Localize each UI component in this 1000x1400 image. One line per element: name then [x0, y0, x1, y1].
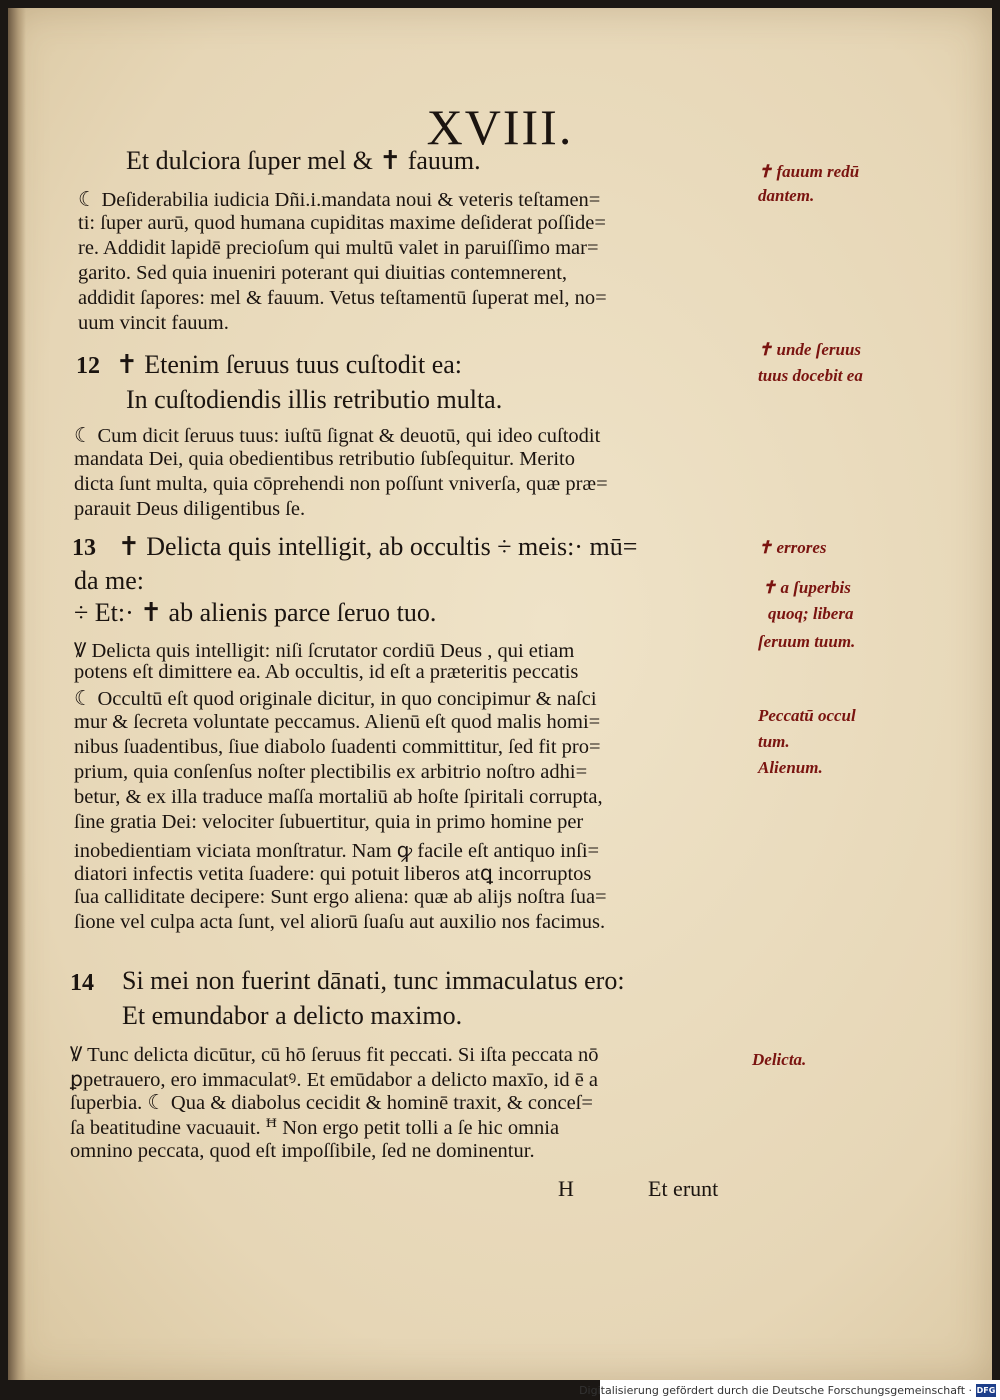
- margin-note: ✝ unde ſeruus: [758, 340, 862, 359]
- commentary-line: prium, quia conſenſus noſter plectibilis ex arbitrio noſtro adhi=: [74, 761, 588, 783]
- commentary-line: ☾ Occultū eſt quod originale dicitur, in quo concipimur & naſci: [74, 688, 597, 710]
- signature-mark: H: [558, 1176, 574, 1201]
- commentary-line: Ꝟ Delicta quis intelligit: niſi ſcrutator cordiū Deus , qui etiam: [74, 640, 575, 662]
- page-gutter-shadow: [8, 8, 26, 1380]
- verse-line: ÷ Et:· ✝ ab alienis parce ſeruo tuo.: [74, 598, 437, 627]
- commentary-line: ti: ſuper aurū, quod humana cupiditas maxime deſiderat poſſide=: [78, 212, 606, 234]
- verse-line: Si mei non fuerint dānati, tunc immaculatus ero:: [122, 966, 625, 995]
- commentary-line: parauit Deus diligentibus ſe.: [74, 498, 306, 520]
- margin-note: ✝ fauum redū: [758, 162, 860, 181]
- verse-line: ✝ Delicta quis intelligit, ab occultis ÷ meis:· mū=: [118, 532, 638, 561]
- running-head: XVIII.: [426, 99, 574, 155]
- commentary-line: ſuperbia. ☾ Qua & diabolus cecidit & hominē traxit, & conceſ=: [70, 1092, 593, 1114]
- margin-note: ✝ a ſuperbis: [762, 578, 851, 597]
- commentary-line: nibus ſuadentibus, ſiue diabolo ſuadenti committitur, ſed fit pro=: [74, 736, 601, 758]
- commentary-line: ſine gratia Dei: velociter ſubuertitur, quia in primo homine per: [74, 811, 584, 833]
- commentary-line: addidit ſapores: mel & fauum. Vetus teſtamentū ſuperat mel, no=: [78, 287, 607, 309]
- margin-note: dantem.: [758, 186, 815, 205]
- margin-note: quoq; libera: [768, 604, 854, 623]
- commentary-line: re. Addidit lapidē precioſum qui multū valet in paruiſſimo mar=: [78, 237, 599, 259]
- margin-note: Alienum.: [758, 758, 823, 777]
- verse-line: Et dulciora ſuper mel & ✝ fauum.: [126, 146, 481, 175]
- verse-number: 14: [70, 970, 94, 996]
- commentary-line: uum vincit fauum.: [78, 312, 229, 334]
- margin-note: tuus docebit ea: [758, 366, 863, 385]
- commentary-line: diatori infectis vetita ſuadere: qui potuit liberos atꝗ incorruptos: [74, 863, 592, 885]
- commentary-line: dicta ſunt multa, quia cōprehendi non poſſunt vniverſa, quæ præ=: [74, 473, 608, 495]
- commentary-line: betur, & ex illa traduce maſſa mortaliū ab hoſte ſpiritali corrupta,: [74, 786, 603, 808]
- commentary-line: ☾ Deſiderabilia iudicia Dñi.i.mandata noui & veteris teſtamen=: [78, 189, 601, 211]
- commentary-line: Ꝟ Tunc delicta dicūtur, cū hō ſeruus fit peccati. Si iſta peccata nō: [70, 1044, 599, 1066]
- commentary-line: potens eſt dimittere ea. Ab occultis, id eſt a præteritis peccatis: [74, 661, 579, 683]
- commentary-line: ſa beatitudine vacuauit. ꟸ Non ergo petit tolli a ſe hic omnia: [70, 1117, 560, 1139]
- funding-credit: Digitalisierung gefördert durch die Deutsche Forschungsgemeinschaft ·: [579, 1384, 972, 1397]
- verse-line: da me:: [74, 566, 145, 595]
- commentary-line: ꝑpetrauero, ero immaculatꝰ. Et emūdabor a delicto maxīo, id ē a: [70, 1069, 599, 1091]
- commentary-line: mur & ſecreta voluntate peccamus. Alienū eſt quod malis homi=: [74, 711, 601, 733]
- commentary-line: ☾ Cum dicit ſeruus tuus: iuſtū ſignat & deuotū, qui ideo cuſtodit: [74, 425, 601, 447]
- verse-number: 13: [72, 535, 96, 561]
- margin-note: tum.: [758, 732, 790, 751]
- commentary-line: garito. Sed quia inueniri poterant qui diuitias contemnerent,: [78, 262, 568, 284]
- verse-line: Et emundabor a delicto maximo.: [122, 1001, 463, 1030]
- verse-number: 12: [76, 353, 100, 379]
- commentary-line: ſione vel culpa acta ſunt, vel aliorū ſuaſu aut auxilio nos facimus.: [74, 911, 606, 933]
- margin-note: Delicta.: [752, 1050, 807, 1069]
- margin-note: ſeruum tuum.: [758, 632, 856, 651]
- margin-note: Peccatū occul: [758, 706, 856, 725]
- commentary-line: ſua calliditate decipere: Sunt ergo aliena: quæ ab alijs noſtra ſua=: [74, 886, 607, 908]
- verse-line: In cuſtodiendis illis retributio multa.: [126, 385, 503, 414]
- verse-line: ✝ Etenim ſeruus tuus cuſtodit ea:: [116, 350, 462, 379]
- dfg-logo-icon: DFG: [976, 1386, 996, 1395]
- commentary-line: omnino peccata, quod eſt impoſſibile, ſed ne dominentur.: [70, 1140, 535, 1162]
- margin-note: ✝ errores: [758, 538, 827, 557]
- catchword: Et erunt: [648, 1176, 719, 1201]
- commentary-line: inobedientiam viciata monſtratur. Nam ꝙ facile eſt antiquo inſi=: [74, 840, 600, 862]
- commentary-line: mandata Dei, quia obedientibus retributio ſubſequitur. Merito: [74, 448, 575, 470]
